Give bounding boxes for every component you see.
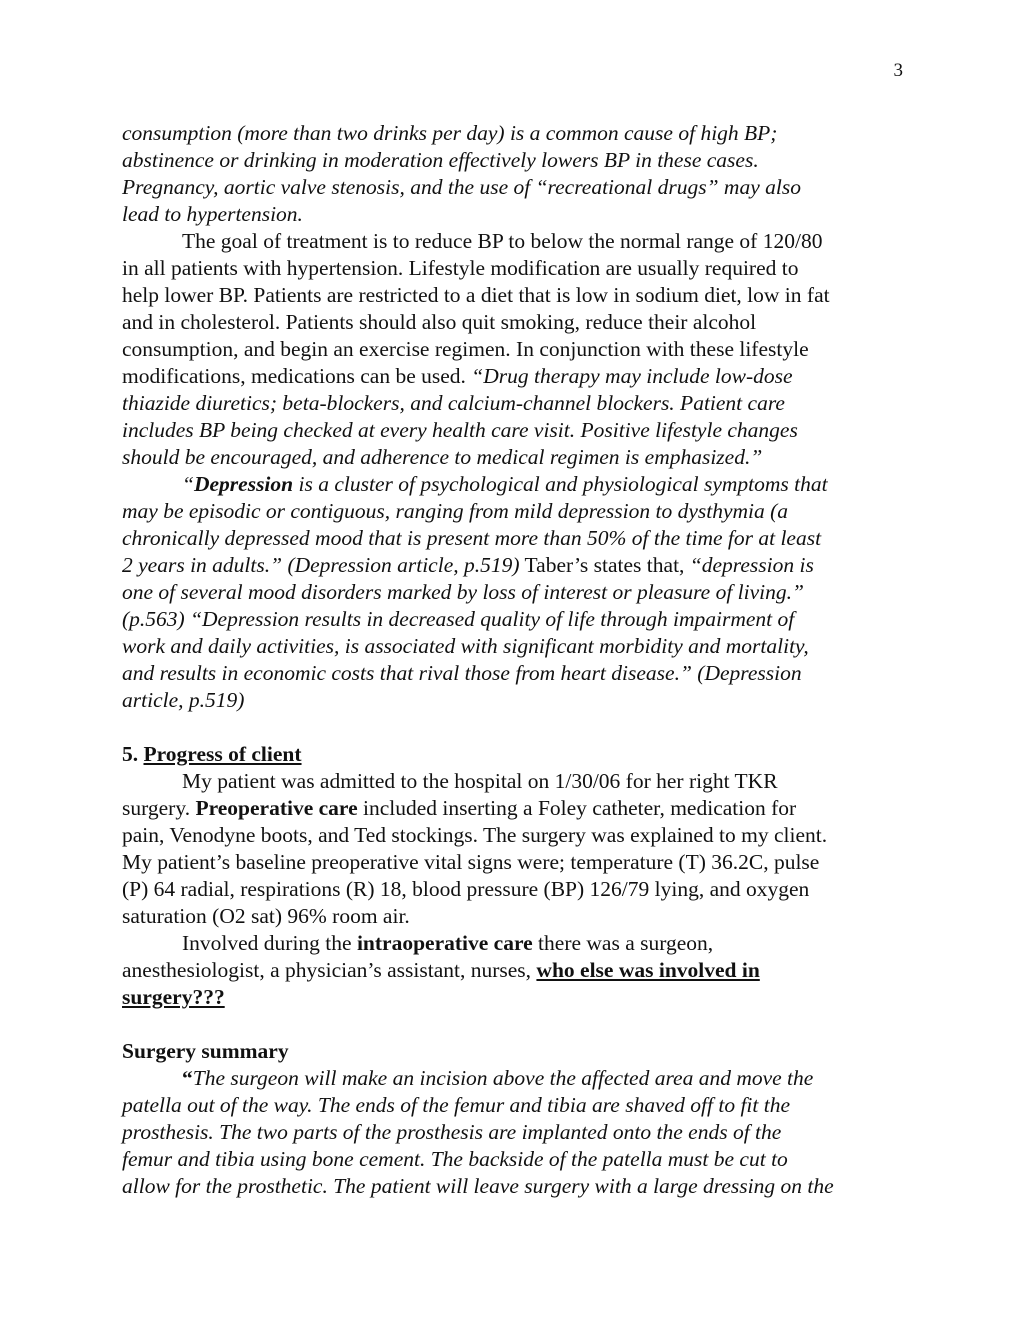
italic-run: “depression is [689,553,814,577]
text-line: article, p.519) [122,688,245,712]
text-line: My patient’s baseline preoperative vital signs were; temperature (T) 36.2C, pulse [122,850,820,874]
italic-run: “Drug therapy may include low-dose [471,364,793,388]
blank-line [122,714,906,741]
text-run: modifications, medications can be used. [122,364,472,388]
text-run: Taber’s states that, [519,553,690,577]
text-run: Involved during the [182,931,357,955]
blank-line [122,1011,906,1038]
paragraph-depression [122,471,906,714]
text-line [122,957,906,984]
text-line: saturation (O2 sat) 96% room air. [122,904,410,928]
text-line [122,795,906,822]
text-line: should be encouraged, and adherence to medical regimen is emphasized.” [122,445,763,469]
italic-run: “ [182,472,194,496]
bold-underline-question: surgery??? [122,985,225,1009]
paragraph-intraoperative [122,930,906,1011]
text-line: lead to hypertension. [122,202,303,226]
text-run: anesthesiologist, a physician’s assistant, nurses, [122,958,537,982]
text-line: allow for the prosthetic. The patient will leave surgery with a large dressing on the [122,1174,834,1198]
text-line [122,930,906,957]
text-line: femur and tibia using bone cement. The backside of the patella must be cut to [122,1147,788,1171]
text-line: abstinence or drinking in moderation effectively lowers BP in these cases. [122,148,759,172]
subheading-surgery-summary [122,1038,906,1065]
text-line: help lower BP. Patients are restricted to a diet that is low in sodium diet, low in fat [122,283,830,307]
page-number: 3 [893,60,903,81]
bold-underline-question: who else was involved in [536,958,760,982]
text-line [122,552,906,579]
text-line [122,984,906,1011]
text-line: The goal of treatment is to reduce BP to below the normal range of 120/80 [182,229,823,253]
section-number: 5. [122,742,144,766]
italic-run: 2 years in adults.” (Depression article, p.519) [122,553,520,577]
bold-term-intraoperative: intraoperative care [356,931,533,955]
text-line: Pregnancy, aortic valve stenosis, and the use of “recreational drugs” may also [122,175,801,199]
section-heading-progress [122,741,906,768]
text-line: and results in economic costs that rival those from heart disease.” (Depression [122,661,802,685]
text-run: included inserting a Foley catheter, medication for [357,796,797,820]
bold-open-quote: “ [182,1066,193,1090]
italic-run: is a cluster of psychological and physiological symptoms that [293,472,828,496]
section-title: Progress of client [143,742,302,766]
text-line: patella out of the way. The ends of the femur and tibia are shaved off to fit the [122,1093,791,1117]
text-line: and in cholesterol. Patients should also quit smoking, reduce their alcohol [122,310,757,334]
paragraph-surgery-summary [122,1065,906,1200]
bold-term-depression: Depression [193,472,294,496]
text-line: includes BP being checked at every health care visit. Positive lifestyle changes [122,418,798,442]
paragraph-hypertension-causes [122,120,906,228]
paragraph-preoperative [122,768,906,930]
italic-run: The surgeon will make an incision above the affected area and move the [192,1066,814,1090]
text-line: consumption (more than two drinks per day) is a common cause of high BP; [122,121,778,145]
text-line [122,1065,906,1092]
text-line [122,363,906,390]
subheading-text: Surgery summary [122,1039,289,1063]
text-line: thiazide diuretics; beta-blockers, and calcium-channel blockers. Patient care [122,391,785,415]
text-line: My patient was admitted to the hospital on 1/30/06 for her right TKR [182,769,778,793]
text-run: there was a surgeon, [532,931,714,955]
document-body [122,120,906,1200]
bold-term-preoperative: Preoperative care [195,796,358,820]
paragraph-treatment-goal [122,228,906,471]
text-line: work and daily activities, is associated with significant morbidity and mortality, [122,634,809,658]
text-line: one of several mood disorders marked by loss of interest or pleasure of living.” [122,580,804,604]
text-run: surgery. [122,796,196,820]
text-line: prosthesis. The two parts of the prosthesis are implanted onto the ends of the [122,1120,782,1144]
text-line: in all patients with hypertension. Lifestyle modification are usually required to [122,256,799,280]
text-line [122,471,906,498]
text-line: (p.563) “Depression results in decreased quality of life through impairment of [122,607,795,631]
text-line: consumption, and begin an exercise regimen. In conjunction with these lifestyle [122,337,809,361]
text-line: may be episodic or contiguous, ranging from mild depression to dysthymia (a [122,499,789,523]
text-line: chronically depressed mood that is present more than 50% of the time for at least [122,526,822,550]
text-line: (P) 64 radial, respirations (R) 18, blood pressure (BP) 126/79 lying, and oxygen [122,877,810,901]
text-line: pain, Venodyne boots, and Ted stockings. The surgery was explained to my client. [122,823,828,847]
